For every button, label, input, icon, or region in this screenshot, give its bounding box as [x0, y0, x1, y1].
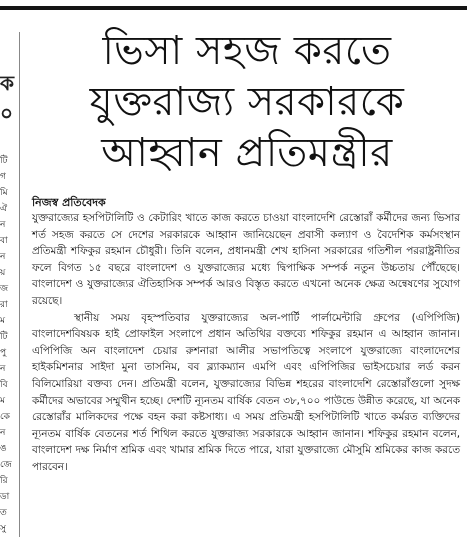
- left-fragment-14: পু: [0, 348, 7, 358]
- headline-line-3: আহ্বান প্রতিমন্ত্রীর: [101, 130, 393, 176]
- column-divider: [19, 32, 20, 537]
- left-fragment-16: বি: [0, 380, 8, 390]
- left-fragment-13: টি: [0, 332, 8, 342]
- left-fragment-6: ন: [0, 220, 6, 230]
- byline: নিজস্ব প্রতিবেদক: [32, 196, 106, 209]
- left-fragment-21: জে: [0, 460, 12, 470]
- left-fragment-12: ম: [0, 316, 5, 326]
- headline-line-1: ভিসা সহজ করতে: [102, 28, 392, 74]
- paragraph-2: স্থানীয় সময় বৃহস্পতিবার যুক্তরাজ্যের অল-পার্টি পার্লামেন্টারি গ্রুপের (এপিপিজি) বাংলাদেশবিষয়ক হাই প্রোফাইল সংলাপে প্রধান অতিথির বক্তব্যে শফিকুর রহমান এ আহ্বান জানান। এপিপিজি অন বাংলাদেশ চেয়ার রুশনারা আলীর সভাপতিত্বে সংলাপে যুক্তরাজ্যে বাংলাদেশের হাইকমিশনার সাইদা মুনা তাসনিম, বব ব্ল্যাকম্যান এমপি এবং এপিপিজির ভাইসচেয়ার লর্ড করন বিলিমোরিয়া বক্তব্য দেন। প্রতিমন্ত্রী বলেন, যুক্তরাজ্যের বিভিন্ন শহরের বাংলাদেশি রেস্তোরাঁগুলো সুদক্ষ কর্মীদের অভাবের সম্মুখীন হচ্ছে। দেশটি ন্যূনতম বার্ষিক বেতন ৩৮,৭০০ পাউন্ডে উন্নীত করেছে, যা অনেক রেস্তোরাঁর মালিকদের পক্ষে বহন করা কষ্টসাধ্য। এ সময় প্রতিমন্ত্রী হসপিটালিটি খাতে কর্মরত ব্যক্তিদের ন্যূনতম বার্ষিক বেতনের শর্ত শিথিল করতে যুক্তরাজ্য সরকারকে আহ্বান জানান। শফিকুর রহমান বলেন, বাংলাদেশ দক্ষ নির্মাণ শ্রমিক এবং খামার শ্রমিক দিতে পারে, যারা যুক্তরাজ্যে মৌসুমি শ্রমিকের কাজ করতে পারবেন।: [32, 311, 460, 473]
- left-fragment-3: গ: [0, 172, 6, 182]
- left-fragment-15: ন: [0, 364, 6, 374]
- left-fragment-18: কে: [0, 412, 10, 422]
- top-border-rule: [0, 6, 467, 10]
- left-fragment-17: ম: [0, 396, 5, 406]
- left-fragment-20: ঙ: [0, 444, 7, 454]
- left-fragment-19: ন: [0, 428, 6, 438]
- left-fragment-9: য়: [0, 268, 6, 278]
- left-fragment-25: সু: [0, 524, 6, 534]
- left-fragment-10: জ: [0, 284, 9, 294]
- left-fragment-1: ০: [0, 101, 14, 125]
- adjacent-column-fragment: [0, 60, 16, 540]
- article-body: [32, 210, 460, 476]
- paragraph-1: যুক্তরাজ্যের হসপিটালিটি ও কেটারিং খাতে কাজ করতে চাওয়া বাংলাদেশি রেস্তোরাঁ কর্মীদের জন্য ভিসার শর্ত সহজ করতে সে দেশের সরকারকে আহ্বান জানিয়েছেন প্রবাসী কল্যাণ ও বৈদেশিক কর্মসংস্থান প্রতিমন্ত্রী শফিকুর রহমান চৌধুরী। তিনি বলেন, প্রধানমন্ত্রী শেখ হাসিনা সরকারের গতিশীল পররাষ্ট্রনীতির ফলে বিগত ১৫ বছরে বাংলাদেশ ও যুক্তরাজ্যের মধ্যে দ্বিপাক্ষিক সম্পর্ক নতুন উচ্চতায় পৌঁছেছে। বাংলাদেশ ও যুক্তরাজ্যের ঐতিহাসিক সম্পর্ক আরও বিস্তৃত করতে এখনো অনেক ক্ষেত্র অন্বেষণের সুযোগ রয়েছে।: [32, 212, 460, 307]
- left-fragment-11: রা: [0, 300, 8, 310]
- headline-line-2: যুক্তরাজ্য সরকারকে: [89, 79, 405, 125]
- left-fragment-4: মি: [0, 188, 8, 198]
- left-fragment-22: রি: [0, 476, 8, 486]
- left-fragment-5: ঐ: [0, 204, 8, 214]
- headline: [30, 26, 464, 179]
- left-fragment-8: ন: [0, 252, 6, 262]
- left-fragment-7: বা: [0, 236, 8, 246]
- left-fragment-2: টি: [0, 156, 8, 166]
- left-fragment-24: ত: [0, 508, 7, 518]
- left-fragment-0: ক: [0, 71, 14, 95]
- left-fragment-23: ডা: [0, 492, 10, 502]
